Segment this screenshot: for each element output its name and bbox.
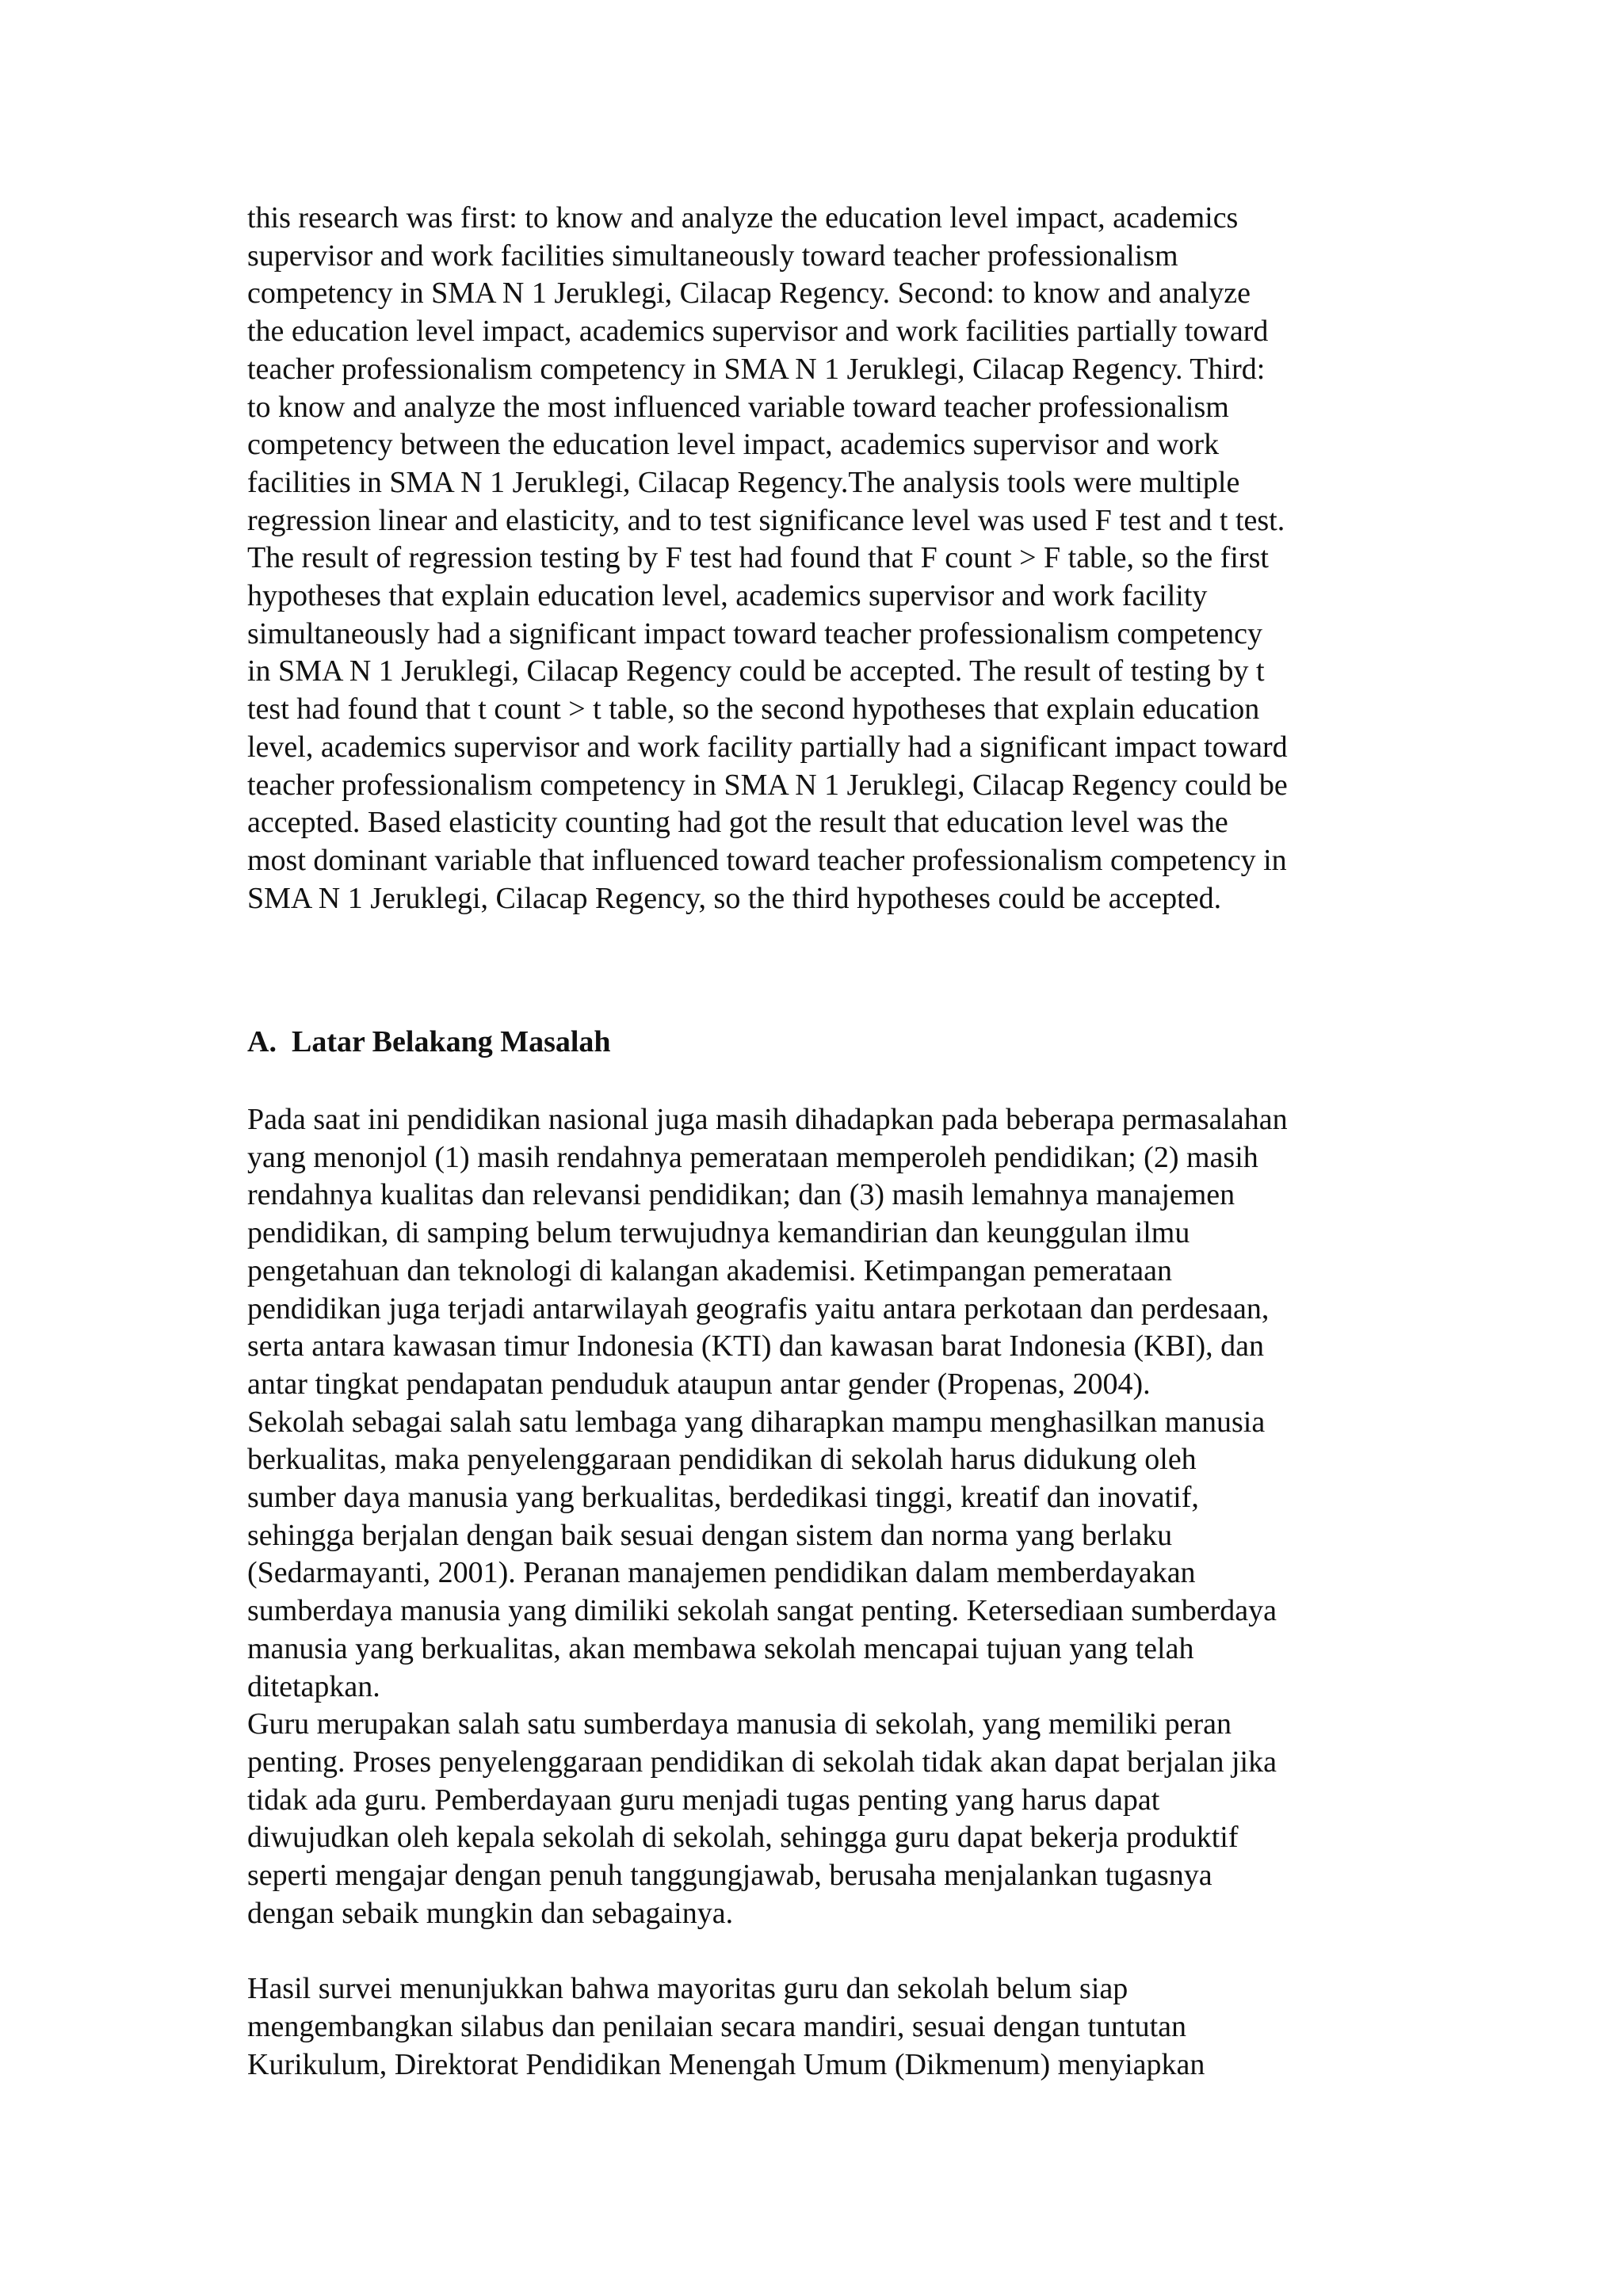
section-heading (247, 1024, 611, 1062)
section-number: A. (247, 1025, 277, 1058)
body-paragraph (247, 1706, 1388, 1932)
body-line: Kurikulum, Direktorat Pendidikan Menengah Umum (Dikmenum) menyiapkan (247, 2047, 1205, 2081)
abstract-line: SMA N 1 Jeruklegi, Cilacap Regency, so the third hypotheses could be accepted. (247, 881, 1222, 915)
body-line: manusia yang berkualitas, akan membawa sekolah mencapai tujuan yang telah (247, 1631, 1194, 1665)
body-line: sumberdaya manusia yang dimiliki sekolah sangat penting. Ketersediaan sumberdaya (247, 1594, 1277, 1628)
abstract-line: regression linear and elasticity, and to test significance level was used F test and t test. (247, 503, 1285, 537)
section-title: Latar Belakang Masalah (292, 1025, 611, 1058)
body-line: sehingga berjalan dengan baik sesuai dengan sistem dan norma yang berlaku (247, 1518, 1173, 1552)
abstract-line: competency in SMA N 1 Jeruklegi, Cilacap Regency. Second: to know and analyze (247, 277, 1251, 311)
body-line: dengan sebaik mungkin dan sebagainya. (247, 1896, 734, 1930)
body-paragraph (247, 1404, 1388, 1707)
abstract-paragraph (247, 200, 1388, 917)
abstract-line: teacher professionalism competency in SMA N 1 Jeruklegi, Cilacap Regency could be (247, 768, 1288, 802)
abstract-line: competency between the education level impact, academics supervisor and work (247, 428, 1220, 462)
body-line: sumber daya manusia yang berkualitas, berdedikasi tinggi, kreatif dan inovatif, (247, 1481, 1199, 1515)
page-content (247, 200, 1388, 2081)
abstract-line: The result of regression testing by F test had found that F count > F table, so the first (247, 541, 1269, 575)
body-paragraph (247, 1101, 1388, 1404)
body-line: antar tingkat pendapatan penduduk ataupun antar gender (Propenas, 2004). (247, 1367, 1151, 1401)
body-line: yang menonjol (1) masih rendahnya pemerataan memperoleh pendidikan; (2) masih (247, 1140, 1258, 1174)
body-line: ditetapkan. (247, 1669, 380, 1703)
abstract-line: teacher professionalism competency in SMA N 1 Jeruklegi, Cilacap Regency. Third: (247, 352, 1266, 386)
body-line: pendidikan, di samping belum terwujudnya kemandirian dan keunggulan ilmu (247, 1216, 1190, 1250)
body-line: diwujudkan oleh kepala sekolah di sekolah, sehingga guru dapat bekerja produktif (247, 1821, 1239, 1855)
body-line: (Sedarmayanti, 2001). Peranan manajemen pendidikan dalam memberdayakan (247, 1556, 1196, 1590)
body-line: berkualitas, maka penyelenggaraan pendidikan di sekolah harus didukung oleh (247, 1443, 1197, 1477)
body-line: pengetahuan dan teknologi di kalangan akademisi. Ketimpangan pemerataan (247, 1253, 1173, 1287)
abstract-line: hypotheses that explain education level, academics supervisor and work facility (247, 579, 1208, 613)
body-line: Guru merupakan salah satu sumberdaya manusia di sekolah, yang memiliki peran (247, 1707, 1232, 1741)
abstract-line: simultaneously had a significant impact toward teacher professionalism competency (247, 616, 1263, 650)
section-body (247, 1101, 1388, 2084)
body-line: pendidikan juga terjadi antarwilayah geografis yaitu antara perkotaan dan perdesaan, (247, 1291, 1270, 1325)
abstract-line: the education level impact, academics supervisor and work facilities partially toward (247, 315, 1269, 349)
abstract-line: test had found that t count > t table, so the second hypotheses that explain education (247, 692, 1260, 727)
abstract-line: this research was first: to know and analyze the education level impact, academics (247, 201, 1239, 235)
body-line: seperti mengajar dengan penuh tanggungjawab, berusaha menjalankan tugasnya (247, 1859, 1212, 1893)
body-line: Hasil survei menunjukkan bahwa mayoritas guru dan sekolah belum siap (247, 1972, 1128, 2006)
abstract-line: level, academics supervisor and work facility partially had a significant impact toward (247, 730, 1288, 764)
body-line: Sekolah sebagai salah satu lembaga yang diharapkan mampu menghasilkan manusia (247, 1405, 1266, 1439)
abstract-line: facilities in SMA N 1 Jeruklegi, Cilacap Regency.The analysis tools were multiple (247, 465, 1240, 499)
abstract-line: supervisor and work facilities simultaneously toward teacher professionalism (247, 238, 1178, 273)
abstract-line: to know and analyze the most influenced variable toward teacher professionalism (247, 390, 1229, 424)
abstract-line: accepted. Based elasticity counting had got the result that education level was the (247, 806, 1228, 840)
body-line: serta antara kawasan timur Indonesia (KTI) dan kawasan barat Indonesia (KBI), dan (247, 1329, 1265, 1363)
body-line: rendahnya kualitas dan relevansi pendidikan; dan (3) masih lemahnya manajemen (247, 1178, 1235, 1212)
abstract-line: most dominant variable that influenced toward teacher professionalism competency in (247, 843, 1287, 877)
body-line: Pada saat ini pendidikan nasional juga masih dihadapkan pada beberapa permasalahan (247, 1103, 1288, 1136)
abstract-line: in SMA N 1 Jeruklegi, Cilacap Regency could be accepted. The result of testing by t (247, 654, 1265, 688)
paragraph-gap (247, 1932, 1388, 1970)
body-line: mengembangkan silabus dan penilaian secara mandiri, sesuai dengan tuntutan (247, 2009, 1187, 2043)
body-line: tidak ada guru. Pemberdayaan guru menjadi tugas penting yang harus dapat (247, 1783, 1160, 1817)
body-paragraph (247, 1970, 1388, 2084)
body-line: penting. Proses penyelenggaraan pendidikan di sekolah tidak akan dapat berjalan jika (247, 1745, 1277, 1779)
